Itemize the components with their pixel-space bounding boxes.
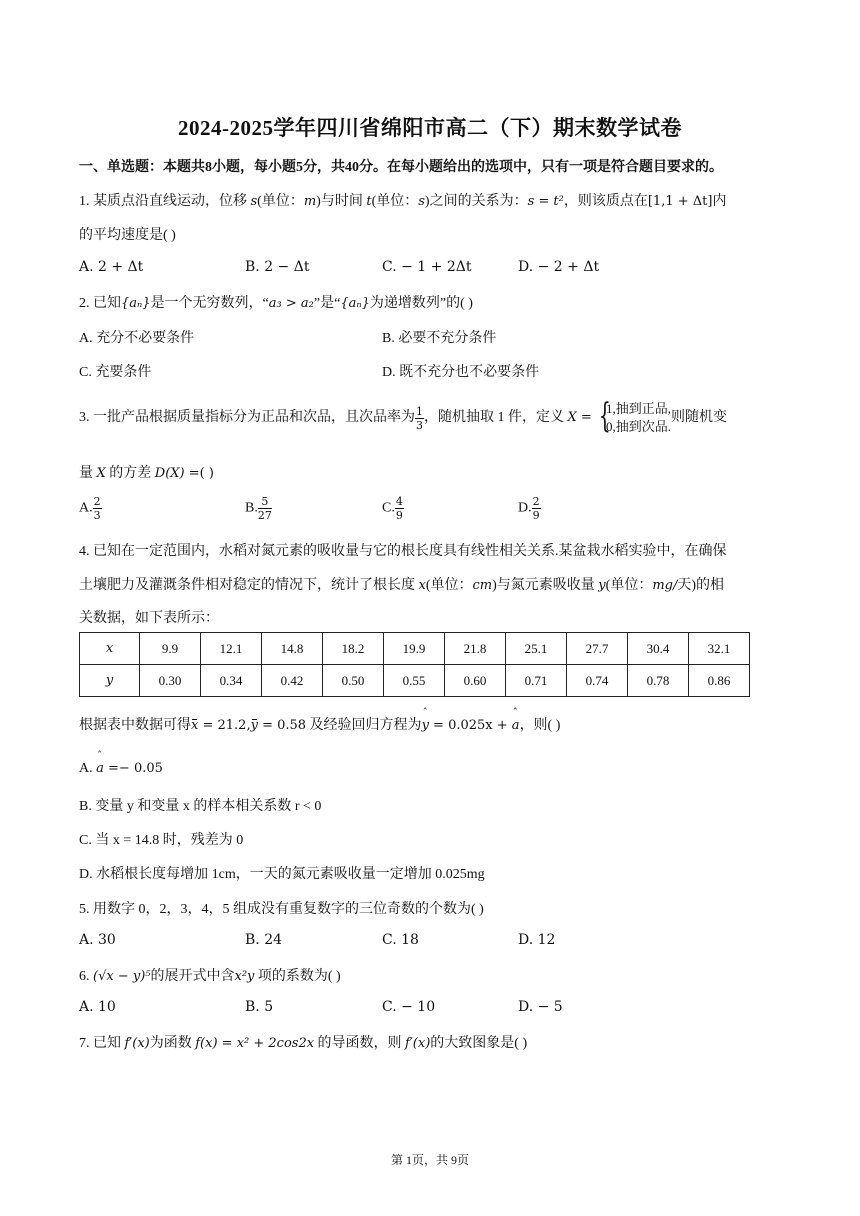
- q3-fraction: $\frac{1}{3}$: [416, 404, 423, 432]
- q4-option-a: A. ˆ a =− 0.05: [79, 761, 163, 777]
- q6-option-c: C. − 10: [382, 999, 436, 1015]
- q3-option-a: A. $\frac{2}{3}$: [79, 495, 101, 522]
- q1-option-a: A. 2 + Δt: [79, 259, 144, 275]
- q3-option-b: B. $\frac{5}{27}$: [245, 495, 272, 522]
- q3-line2: 量 X 的方差 D(X) =( ): [79, 466, 214, 481]
- table-cell: 30.4: [628, 633, 689, 665]
- q6-option-a: A. 10: [79, 999, 116, 1015]
- table-cell: 27.7: [567, 633, 628, 665]
- q4-line2: 土壤肥力及灌溉条件相对稳定的情况下，统计了根长度 x(单位：cm)与氮元素吸收量 y(单位：mg/天)的相: [79, 578, 725, 593]
- q6-option-d: D. − 5: [518, 999, 563, 1015]
- table-cell: 0.34: [201, 665, 262, 697]
- page-footer: 第 1页，共 9页: [390, 1153, 469, 1167]
- table-cell: 0.74: [567, 665, 628, 697]
- q4-option-b: B. 变量 y 和变量 x 的样本相关系数 r < 0: [79, 799, 322, 814]
- q5-option-c: C. 18: [382, 932, 419, 948]
- q2-option-c: C. 充要条件: [79, 365, 152, 380]
- q4-line3: 关数据，如下表所示：: [79, 611, 219, 626]
- q4-line1: 4. 已知在一定范围内，水稻对氮元素的吸收量与它的根长度具有线性相关关系.某盆栽水稻实验中，在确保: [79, 544, 727, 559]
- q5-option-b: B. 24: [245, 932, 283, 948]
- table-cell: 0.50: [323, 665, 384, 697]
- q2-option-a: A. 充分不必要条件: [79, 331, 195, 346]
- table-cell: 12.1: [201, 633, 262, 665]
- q1-line1: 1. 某质点沿直线运动，位移 s(单位：m)与时间 t(单位：s)之间的关系为：s = t²，则该质点在[1,1 + Δt]内: [79, 194, 727, 209]
- table-cell: 14.8: [262, 633, 323, 665]
- section-header: 一、单选题：本题共8小题，每小题5分，共40分。在每小题给出的选项中，只有一项是符合题目要求的。: [79, 160, 723, 175]
- table-row: [80, 633, 750, 665]
- table-cell: 0.30: [140, 665, 201, 697]
- q2-option-b: B. 必要不充分条件: [382, 331, 497, 346]
- q2-stem: 2. 已知{aₙ}是一个无穷数列，“a₃ > a₂”是“{aₙ}为递增数列”的( ): [79, 296, 473, 311]
- table-cell: 9.9: [140, 633, 201, 665]
- q4-option-d: D. 水稻根长度每增加 1cm，一天的氮元素吸收量一定增加 0.025mg: [79, 867, 485, 882]
- q3-option-c: C. $\frac{4}{9}$: [382, 495, 403, 522]
- q3-piecewise: { 1,抽到正品, 0,抽到次品.: [598, 396, 671, 436]
- q5-option-d: D. 12: [518, 932, 556, 948]
- table-row: [80, 665, 750, 697]
- table-cell: 32.1: [689, 633, 750, 665]
- q3-option-d: D. $\frac{2}{9}$: [518, 495, 540, 522]
- q4-regression-line: 根据表中数据可得x = 21.2,y = 0.58 及经验回归方程为ˆ y = 0.025x + ˆ a，则( ): [79, 714, 560, 734]
- table-cell: 18.2: [323, 633, 384, 665]
- table-cell: 21.8: [445, 633, 506, 665]
- q1-option-d: D. − 2 + Δt: [518, 259, 600, 275]
- table-cell: 0.86: [689, 665, 750, 697]
- q1-option-b: B. 2 − Δt: [245, 259, 310, 275]
- q5-stem: 5. 用数字 0，2，3，4，5 组成没有重复数字的三位奇数的个数为( ): [79, 902, 484, 917]
- q1-line2: 的平均速度是( ): [79, 228, 176, 243]
- table-cell: 25.1: [506, 633, 567, 665]
- q6-option-b: B. 5: [245, 999, 274, 1015]
- table-cell: 0.55: [384, 665, 445, 697]
- q6-stem: 6. (√x − y)⁵的展开式中含x²y 项的系数为( ): [79, 969, 341, 984]
- table-cell: 0.78: [628, 665, 689, 697]
- q7-stem: 7. 已知 f′(x)为函数 f(x) = x² + 2cos2x 的导函数，则 f′(x)的大致图象是( ): [79, 1036, 528, 1051]
- table-cell: 0.60: [445, 665, 506, 697]
- q1-option-c: C. − 1 + 2Δt: [382, 259, 472, 275]
- q2-option-d: D. 既不充分也不必要条件: [382, 365, 540, 380]
- q4-option-c: C. 当 x = 14.8 时，残差为 0: [79, 833, 244, 848]
- row-header-y: y: [80, 665, 140, 697]
- table-cell: 0.71: [506, 665, 567, 697]
- row-header-x: x: [80, 633, 140, 665]
- data-table: [79, 632, 750, 697]
- table-cell: 19.9: [384, 633, 445, 665]
- q5-option-a: A. 30: [79, 932, 116, 948]
- table-cell: 0.42: [262, 665, 323, 697]
- q3-line1: 3. 一批产品根据质量指标分为正品和次品，且次品率为 $\frac{1}{3}$ ，随机抽取 1 件，定义 X = { 1,抽到正品, 0,抽到次品. 则随机变: [79, 396, 727, 436]
- page-title: 2024-2025学年四川省绵阳市高二（下）期末数学试卷: [178, 116, 682, 140]
